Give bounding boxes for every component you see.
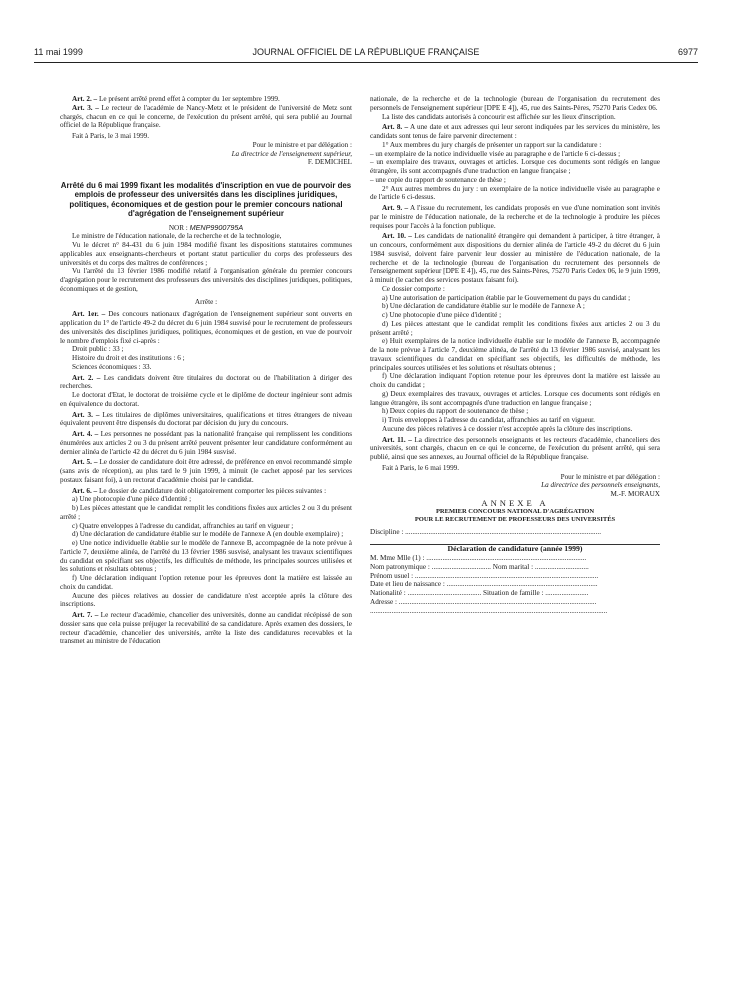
annexe-subtitle-2: POUR LE RECRUTEMENT DE PROFESSEURS DES UNIVERSITÉS — [414, 515, 616, 523]
article-3: Art. 3. – Les titulaires de diplômes universitaires, qualifications et titres étrangers de niveau équivalent peuvent être dispensés du doctorat par décision du jury du concours. — [60, 410, 352, 428]
article-9: Art. 9. – A l'issue du recrutement, les candidats proposés en vue d'une nomination sont invités par le ministre de l'éducation nationale, de la recherche et de la technologie à produire les pièces requises pour l'accès à la fonction publique. — [370, 204, 660, 230]
form-prenom[interactable]: Prénom usuel : ...................................................................................................... — [370, 571, 599, 580]
article-10-item-g: g) Deux exemplaires des travaux, ouvrages et articles. Lorsque ces documents sont rédigés en langue étrangère, ils sont accompagnés d'une traduction en langue française ; — [370, 389, 660, 407]
article-6: Art. 6. – Le dossier de candidature doit obligatoirement comporter les pièces suivantes : — [72, 486, 327, 495]
article-10-item-f: f) Une déclaration indiquant l'option retenue pour les épreuves dont la matière est laissée au choix du candidat ; — [370, 372, 660, 389]
signature-line-2c: M.-F. MORAUX — [610, 490, 660, 498]
right-column — [370, 95, 660, 615]
form-civilite[interactable]: M. Mme Mlle (1) : ......................................................................................... — [370, 554, 587, 562]
article-6-item-f: f) Une déclaration indiquant l'option retenue pour les épreuves dont la matière est laissée au choix du candidat. — [60, 574, 352, 591]
form-adresse[interactable]: Adresse : .............................................................................................................. — [370, 597, 597, 606]
signature-line-2b: La directrice des personnels enseignants, — [541, 481, 660, 490]
decree-title: Arrêté du 6 mai 1999 fixant les modalités d'inscription en vue de pourvoir des emplois de professeur des universités dans les disciplines juridiques, politiques, économiques et de gestion pour le premier concours national d'agrégation de l'enseignement supérieur — [60, 181, 352, 219]
article-10-item-d: d) Les pièces attestant que le candidat remplit les conditions fixées aux articles 2 ou 3 du présent arrêté ; — [370, 319, 660, 337]
header-page-number: 6977 — [677, 47, 698, 57]
fait-a-paris-1: Fait à Paris, le 3 mai 1999. — [72, 132, 150, 140]
article-10-para: Aucune des pièces relatives à ce dossier n'est acceptée après la clôture des inscriptions. — [382, 424, 633, 433]
article-8-item-2: 2° Aux autres membres du jury : un exemplaire de la notice individuelle visée au paragraphe e de l'article 6 ci-dessus. — [370, 184, 660, 202]
article-7-continued: nationale, de la recherche et de la technologie (bureau de l'organisation du recrutement des personnels de l'enseignement supérieur [DPE E 4]), 45, rue des Saints-Pères, 75270 Paris Cedex 06. — [370, 95, 660, 112]
nor-reference: NOR : MENP9900795A — [168, 222, 244, 232]
form-nationalite[interactable]: Nationalité : ......................................... Situation de famille : ........................ — [370, 589, 589, 597]
article-8-item-1b: – un exemplaire des travaux, ouvrages et articles. Lorsque ces documents sont rédigés en langue étrangère, ils sont accompagnés d'une traduction en langue française ; — [370, 158, 660, 175]
article-2: Art. 2. – Les candidats doivent être titulaires du doctorat ou de l'habilitation à diriger des recherches. — [60, 373, 352, 391]
article-11: Art. 11. – La directrice des personnels enseignants et les recteurs d'académie, chanceliers des universités, sont chargés, chacun en ce qui le concerne, de l'exécution du présent arrêté, qui sera publié, ainsi que ses annexes, au Journal officiel de la République française. — [370, 435, 660, 461]
article-6-item-d: d) Une déclaration de candidature établie sur le modèle de l'annexe A (en double exemplaire) ; — [72, 530, 344, 539]
form-naissance[interactable]: Date et lieu de naissance : .................................................................................... — [370, 580, 598, 589]
discipline-droit-public: Droit public : 33 ; — [72, 345, 124, 354]
article-10-dossier: Ce dossier comporte : — [382, 284, 445, 293]
signature-line-1c: F. DEMICHEL — [307, 158, 352, 167]
discipline-sciences-eco: Sciences économiques : 33. — [72, 362, 152, 371]
article-10-item-b: b) Une déclaration de candidature établie sur le modèle de l'annexe A ; — [382, 302, 585, 311]
arrete-heading: Arrête : — [194, 297, 218, 306]
article-7-para: La liste des candidats autorisés à concourir est affichée sur les lieux d'inscription. — [382, 112, 616, 121]
article-10-item-a: a) Une autorisation de participation établie par le Gouvernement du pays du candidat ; — [382, 293, 631, 302]
annexe-subtitle-1: PREMIER CONCOURS NATIONAL D'AGRÉGATION — [435, 507, 595, 515]
article-3-prev: Art. 3. – Le recteur de l'académie de Nancy-Metz et le président de l'université de Metz sont chargés, chacun en ce qui le concerne, de l'exécution du présent arrêté, qui sera publié au Journal officiel de la République française. — [60, 103, 352, 130]
annexe-heading: ANNEXE A — [481, 497, 549, 508]
signature-line-2a: Pour le ministre et par délégation : — [560, 472, 660, 481]
article-2-prev: Art. 2. – Le présent arrêté prend effet à compter du 1er septembre 1999. — [72, 95, 280, 103]
article-10-item-h: h) Deux copies du rapport de soutenance de thèse ; — [382, 407, 529, 416]
article-8-item-1a: – un exemplaire de la notice individuelle visée au paragraphe e de l'article 6 ci-dessus ; — [370, 149, 621, 158]
article-6-item-b: b) Les pièces attestant que le candidat remplit les conditions fixées aux articles 2 ou 3 du présent arrêté ; — [60, 504, 352, 521]
article-10-item-e: e) Huit exemplaires de la notice individuelle établie sur le modèle de l'annexe B, accompagnée de la note prévue à l'article 7, deuxième alinéa, de l'arrêté du 13 février 1986 susvisé, analysant les travaux scientifiques du candidat en spécifiant ses objectifs, les difficultés de méthode, les principales sources utilisées et les solutions et résultats obtenus ; — [370, 337, 660, 372]
preamble-vu-1: Vu le décret n° 84-431 du 6 juin 1984 modifié fixant les dispositions statutaires communes applicables aux enseignants-chercheurs et portant statut particulier du corps des professeurs des universités et du corps des maîtres de conférences ; — [60, 241, 352, 267]
article-6-item-a: a) Une photocopie d'une pièce d'identité ; — [72, 495, 192, 504]
article-6-item-e: e) Une notice individuelle établie sur le modèle de l'annexe B, accompagnée de la note prévue à l'article 7, deuxième alinéa, de l'arrêté du 13 février 1986 susvisé, analysant les travaux scientifiques du candidat en spécifiant ses objectifs, les difficultés de méthode, les principales sources utilisées et les solutions et résultats obtenus ; — [60, 539, 352, 574]
article-7: Art. 7. – Le recteur d'académie, chancelier des universités, donne au candidat récépissé de son dossier sans que cela puisse préjuger la recevabilité de sa candidature. Après examen des dossiers, le recteur d'académie, chancelier des universités, arrête la liste des candidatures recevables et la transmet au ministre de l'éducation — [60, 611, 352, 646]
article-4: Art. 4. – Les personnes ne possédant pas la nationalité française qui remplissent les conditions énumérées aux articles 2 ou 3 du présent arrêté peuvent présenter leur candidature conformément au dernier alinéa de l'article 42 du décret du 6 juin 1984 susvisé. — [60, 430, 353, 456]
preamble-vu-2: Vu l'arrêté du 13 février 1986 modifié relatif à l'organisation générale du premier concours d'agrégation pour le recrutement des professeurs des universités des disciplines juridiques, politiques, économiques et de gestion, — [60, 267, 352, 293]
article-10-item-c: c) Une photocopie d'une pièce d'identité ; — [382, 311, 502, 319]
form-discipline[interactable]: Discipline : ............................................................................................................. — [370, 527, 601, 536]
fait-a-paris-2: Fait à Paris, le 6 mai 1999. — [382, 463, 460, 472]
form-nom[interactable]: Nom patronymique : ................................. Nom marital : .............................. — [370, 562, 589, 571]
article-5: Art. 5. – Le dossier de candidature doit être adressé, de préférence en envoi recommandé simple (sans avis de réception), au plus tard le 9 juin 1999, à minuit (le cachet apposé par les services postaux faisant foi), à un rectorat d'académie choisi par le candidat. — [60, 458, 352, 484]
header-rule — [34, 62, 698, 63]
form-declaration-title: Déclaration de candidature (année 1999) — [447, 544, 583, 554]
signature-line-1b: La directrice de l'enseignement supérieur, — [231, 149, 352, 158]
article-10: Art. 10. – Les candidats de nationalité étrangère qui demandent à participer, à titre étranger, à un concours, conformément aux dispositions du dernier alinéa de l'article 49-2 du décret du 6 juin 1984 susvisé, doivent faire parvenir leur dossier au ministère de l'éducation nationale, de la recherche et de la technologie (bureau de l'organisation du recrutement des personnels de l'enseignement supérieur [DPE E 4]), 45, rue des Saints-Pères, 75270 Paris Cedex 06, le 9 juin 1999, à minuit (le cachet des services postaux faisant foi). — [370, 232, 660, 284]
article-8: Art. 8. – A une date et aux adresses qui leur seront indiquées par les services du ministère, les candidats sont tenus de faire parvenir directement : — [370, 123, 660, 140]
left-column — [60, 95, 352, 646]
header-journal-title: JOURNAL OFFICIEL DE LA RÉPUBLIQUE FRANÇAISE — [252, 47, 480, 57]
article-2-para: Le doctorat d'Etat, le doctorat de troisième cycle et le diplôme de docteur ingénieur sont admis en équivalence du doctorat. — [60, 391, 352, 408]
header-date: 11 mai 1999 — [34, 47, 83, 57]
form-adresse-continued[interactable]: .................................................................................................................................... — [370, 606, 608, 615]
signature-line-1a: Pour le ministre et par délégation : — [252, 140, 352, 149]
page-header — [34, 47, 698, 61]
article-6-item-c: c) Quatre enveloppes à l'adresse du candidat, affranchies au tarif en vigueur ; — [72, 521, 294, 530]
article-1: Art. 1er. – Des concours nationaux d'agrégation de l'enseignement supérieur sont ouverts en application du 1° de l'article 49-2 du décret du 6 juin 1984 susvisé pour le recrutement de professeurs des universités des disciplines juridiques, politiques, économiques et de gestion, en vue de pourvoir le nombre d'emplois fixé ci-après : — [60, 310, 353, 345]
article-8-item-1: 1° Aux membres du jury chargés de présenter un rapport sur la candidature : — [382, 140, 602, 149]
article-6-para: Aucune des pièces relatives au dossier de candidature n'est acceptée après la clôture des inscriptions. — [60, 591, 352, 609]
preamble-minister: Le ministre de l'éducation nationale, de la recherche et de la technologie, — [72, 232, 282, 241]
article-10-item-i: i) Trois enveloppes à l'adresse du candidat, affranchies au tarif en vigueur. — [382, 416, 595, 424]
discipline-histoire-droit: Histoire du droit et des institutions : 6 ; — [72, 354, 185, 363]
article-8-item-1c: – une copie du rapport de soutenance de thèse ; — [370, 175, 506, 184]
